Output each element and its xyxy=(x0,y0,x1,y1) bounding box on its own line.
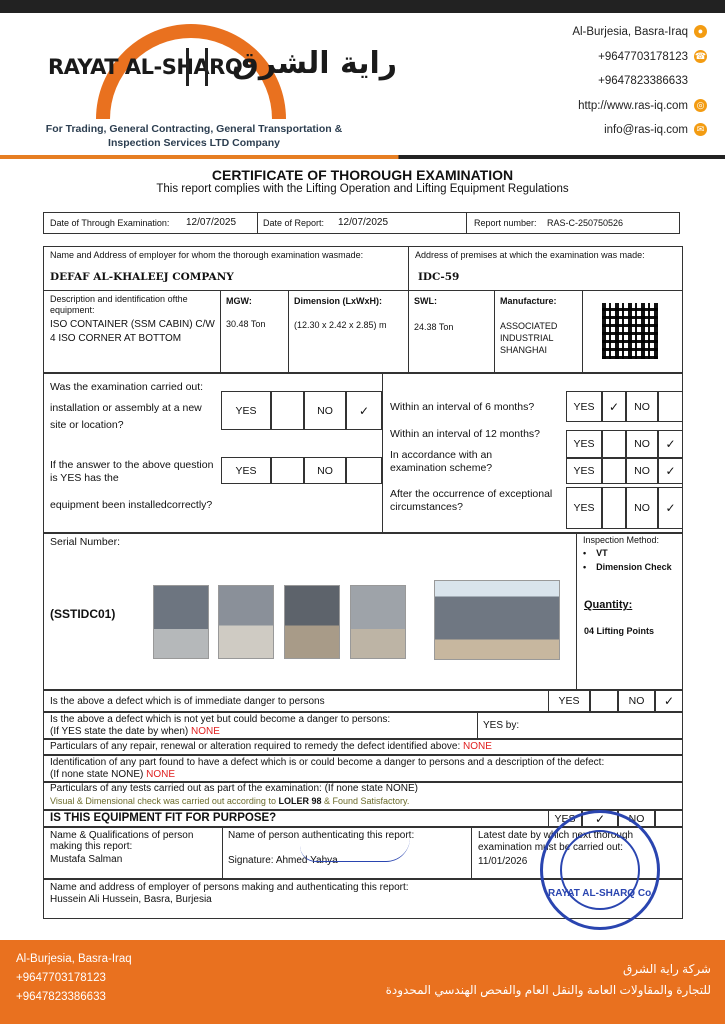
fit-no-check[interactable] xyxy=(655,810,683,827)
interval-12-label: Within an interval of 12 months? xyxy=(390,428,540,440)
exam-date-value: 12/07/2025 xyxy=(186,217,237,228)
contact-email[interactable]: info@ras-iq.com ✉ xyxy=(604,123,707,136)
fit-yes-box[interactable]: YES xyxy=(548,810,582,827)
r3-no-check[interactable]: ✓ xyxy=(658,458,683,484)
dimension-label: Dimension (LxWxH): xyxy=(294,296,383,306)
defect-part-note: (If none state NONE) NONE xyxy=(50,769,176,780)
q1-no-box[interactable]: NO xyxy=(304,391,346,430)
r2-no-check[interactable]: ✓ xyxy=(658,430,683,458)
footer-arabic-tagline: للتجارة والمقاولات العامة والنقل العام والفحص الهندسي المحدودة xyxy=(385,983,711,997)
defect-potential-label: Is the above a defect which is not yet but could become a danger to persons: xyxy=(50,714,391,725)
r1-no-box[interactable]: NO xyxy=(626,391,658,422)
swl-value: 24.38 Ton xyxy=(414,322,454,332)
d1-no-check[interactable]: ✓ xyxy=(655,690,683,712)
q2-yes-check[interactable] xyxy=(271,457,304,484)
contact-phone1: +9647703178123 ☎ xyxy=(598,50,707,63)
footer-arabic-name: شركة راية الشرق xyxy=(622,962,711,976)
contact-phone2: +9647823386633 xyxy=(598,75,688,87)
defect-part-label: Identification of any part found to have a defect which is or could become a danger to persons and a description of the defect: xyxy=(50,757,605,768)
question-installed-correctly: equipment been installedcorrectly? xyxy=(50,499,213,511)
r1-yes-check[interactable]: ✓ xyxy=(602,391,626,422)
next-exam-label: Latest date by which next thorough examination must be carried out: xyxy=(478,830,634,853)
footer-address: Al-Burjesia, Basra-Iraq xyxy=(16,953,132,965)
r3-no-box[interactable]: NO xyxy=(626,458,658,484)
q1-yes-check[interactable] xyxy=(271,391,304,430)
employer-persons-label: Name and address of employer of persons making and authenticating this report: xyxy=(50,882,409,893)
r4-yes-check[interactable] xyxy=(602,487,626,529)
repair-label: Particulars of any repair, renewal or alteration required to remedy the defect identified above: NONE xyxy=(50,741,492,752)
r4-yes-box[interactable]: YES xyxy=(566,487,602,529)
r2-yes-check[interactable] xyxy=(602,430,626,458)
mgw-value: 30.48 Ton xyxy=(226,319,266,329)
serial-value: (SSTIDC01) xyxy=(50,607,116,621)
swl-label: SWL: xyxy=(414,296,437,306)
fit-yes-check[interactable]: ✓ xyxy=(582,810,618,827)
stamp-text: RAYAT AL-SHARQ Co. xyxy=(548,888,654,899)
defect-immediate-label: Is the above a defect which is of immediate danger to persons xyxy=(50,696,325,707)
inspection-method-label: Inspection Method: xyxy=(583,535,660,545)
q2-no-box[interactable]: NO xyxy=(304,457,346,484)
d1-yes-box[interactable]: YES xyxy=(548,690,590,712)
employer-value: DEFAF AL-KHALEEJ COMPANY xyxy=(50,271,234,283)
defect-potential-note: (If YES state the date by when) NONE xyxy=(50,726,220,737)
exceptional-label: After the occurrence of exceptional circumstances? xyxy=(390,488,553,513)
employer-persons-value: Hussein Ali Hussein, Basra, Burjesia xyxy=(50,894,212,905)
r2-yes-box[interactable]: YES xyxy=(566,430,602,458)
person-value: Mustafa Salman xyxy=(50,854,123,865)
qr-code-icon[interactable] xyxy=(602,303,658,359)
manufacture-value: ASSOCIATED INDUSTRIAL SHANGHAI xyxy=(500,321,558,355)
exam-scheme-label: In accordance with an examination scheme? xyxy=(390,449,493,474)
premises-label: Address of premises at which the examination was made: xyxy=(415,250,645,260)
company-name-en: RAYAT AL-SHARQ xyxy=(48,55,243,79)
q1-yes-box[interactable]: YES xyxy=(221,391,271,430)
document-subtitle: This report complies with the Lifting Operation and Lifting Equipment Regulations xyxy=(156,183,569,195)
photo-corner-1 xyxy=(153,585,209,659)
signature-scribble xyxy=(300,838,410,862)
r4-no-check[interactable]: ✓ xyxy=(658,487,683,529)
interval-6-label: Within an interval of 6 months? xyxy=(390,401,535,413)
top-bar xyxy=(0,0,725,13)
photo-corner-4 xyxy=(350,585,406,659)
fit-no-box[interactable]: NO xyxy=(618,810,655,827)
document-title: CERTIFICATE OF THOROUGH EXAMINATION xyxy=(211,167,514,183)
r3-yes-check[interactable] xyxy=(602,458,626,484)
d1-yes-check[interactable] xyxy=(590,690,618,712)
method-vt: • VT xyxy=(583,548,608,558)
q2-no-check[interactable] xyxy=(346,457,382,484)
manufacture-label: Manufacture: xyxy=(500,296,557,306)
r1-no-check[interactable] xyxy=(658,391,683,422)
mgw-label: MGW: xyxy=(226,296,252,306)
report-number-label: Report number: xyxy=(474,218,537,228)
globe-icon: ◎ xyxy=(694,99,707,112)
q1-no-check[interactable]: ✓ xyxy=(346,391,382,430)
pumpjack-icon xyxy=(186,48,208,86)
auth-label: Name of person authenticating this report: xyxy=(228,830,415,841)
fit-purpose-label: IS THIS EQUIPMENT FIT FOR PURPOSE? xyxy=(50,812,277,824)
premises-value: IDC-59 xyxy=(418,271,460,283)
location-icon: ● xyxy=(694,25,707,38)
contact-address: Al-Burjesia, Basra-Iraq ● xyxy=(572,25,707,38)
exam-date-label: Date of Through Examination: xyxy=(50,218,170,228)
report-number-value: RAS-C-250750526 xyxy=(547,218,624,228)
report-date-value: 12/07/2025 xyxy=(338,217,389,228)
serial-label: Serial Number: xyxy=(50,536,121,548)
method-dimension: • Dimension Check xyxy=(583,562,672,572)
phone-icon: ☎ xyxy=(694,51,707,61)
equipment-desc-label: Description and identification ofthe equipment: xyxy=(50,294,188,315)
next-exam-value: 11/01/2026 xyxy=(478,856,528,867)
question-installation: installation or assembly at a new site or location? xyxy=(50,402,202,431)
question-if-yes: If the answer to the above question is YES has the xyxy=(50,459,214,484)
person-label: Name & Qualifications of person making this report: xyxy=(50,830,194,852)
equipment-desc-value: ISO CONTAINER (SSM CABIN) C/W 4 ISO CORNER AT BOTTOM xyxy=(50,319,215,344)
photo-corner-2 xyxy=(218,585,274,659)
report-date-label: Date of Report: xyxy=(263,218,325,228)
employer-label: Name and Address of employer for whom the thorough examination wasmade: xyxy=(50,250,364,260)
defect-yes-by: YES by: xyxy=(483,720,520,731)
contact-website[interactable]: http://www.ras-iq.com ◎ xyxy=(578,99,707,112)
tests-label: Particulars of any tests carried out as part of the examination: (If none state NONE) xyxy=(50,783,418,794)
q2-yes-box[interactable]: YES xyxy=(221,457,271,484)
footer-phone2: +9647823386633 xyxy=(16,991,106,1003)
quantity-label: Quantity: xyxy=(584,599,633,611)
photo-corner-3 xyxy=(284,585,340,659)
footer-phone1: +9647703178123 xyxy=(16,972,106,984)
header-divider xyxy=(0,155,725,159)
company-name-ar: راية الشرق xyxy=(232,46,398,81)
mail-icon: ✉ xyxy=(694,123,707,136)
photo-container xyxy=(434,580,560,660)
question-carried-out: Was the examination carried out: xyxy=(50,381,204,393)
r4-no-box[interactable]: NO xyxy=(626,487,658,529)
r1-yes-box[interactable]: YES xyxy=(566,391,602,422)
tests-value: Visual & Dimensional check was carried out according to LOLER 98 & Found Satisfactory. xyxy=(50,796,410,806)
auth-value: Signature: Ahmed Yahya xyxy=(228,855,338,866)
dimension-value: (12.30 x 2.42 x 2.85) m xyxy=(294,320,387,330)
company-tagline: For Trading, General Contracting, General Transportation & Inspection Services LTD Company xyxy=(45,123,343,149)
quantity-value: 04 Lifting Points xyxy=(584,626,655,636)
r3-yes-box[interactable]: YES xyxy=(566,458,602,484)
d1-no-box[interactable]: NO xyxy=(618,690,655,712)
r2-no-box[interactable]: NO xyxy=(626,430,658,458)
